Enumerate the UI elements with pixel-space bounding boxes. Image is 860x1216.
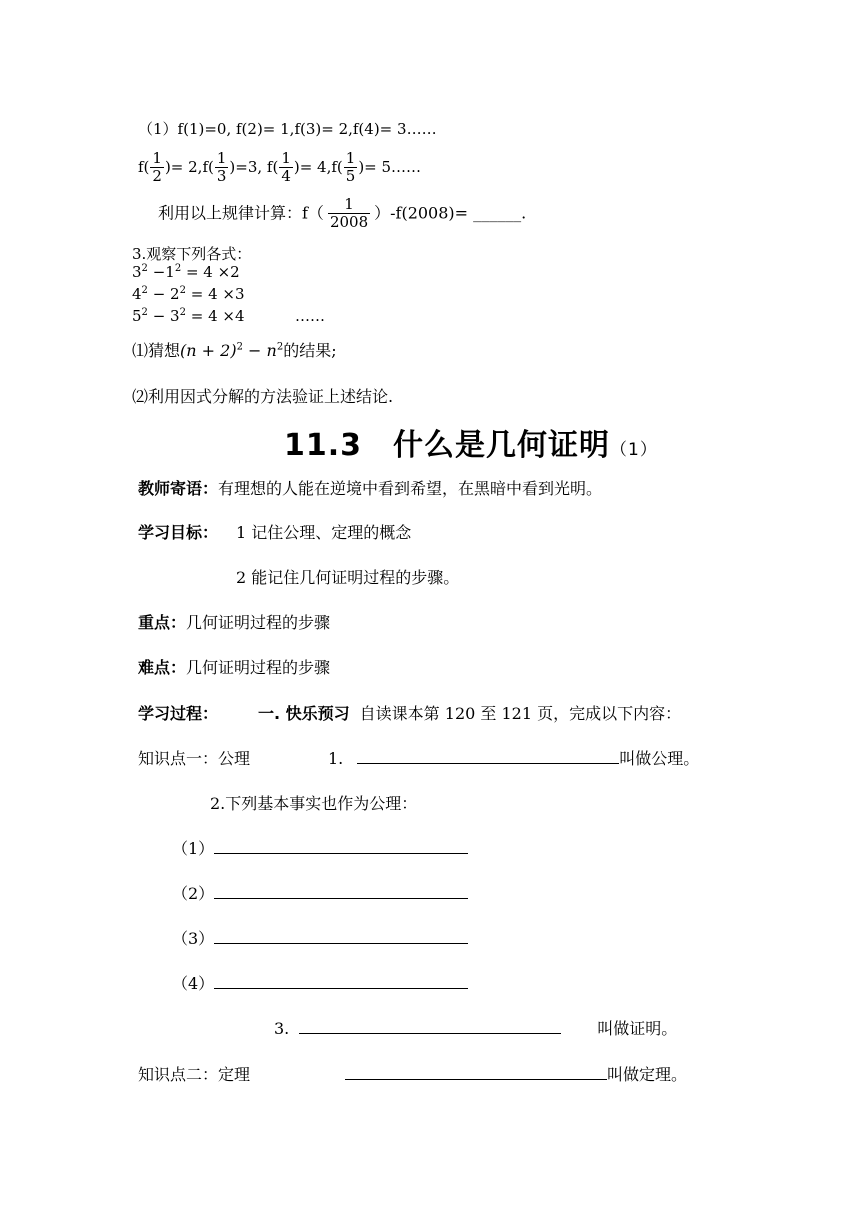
axiom-list-heading: 2.下列基本事实也作为公理： [210,794,418,813]
equation-row: $3^2 -1^2 = 4 \times 2$ [132,263,240,281]
problem-line-1: （1）f(1)=0, f(2)= 1,f(3)= 2,f(4)= 3…… [138,120,437,138]
problem-line-2 [138,150,421,186]
fraction-1-3 [215,150,229,186]
label: 教师寄语： [138,479,219,498]
text: 叫做证明。 [597,1019,678,1038]
title-text: 11.3 什么是几何证明 [284,428,611,463]
item-number: 1. [328,749,344,768]
answer-blank[interactable] [214,882,468,899]
base: 1 [165,263,175,281]
base: 3 [132,263,142,281]
label: 学习过程： [138,704,219,723]
key-point [138,610,330,633]
knowledge-point-2 [138,1062,250,1085]
list-item [172,926,468,949]
text: 有理想的人能在逆境中看到希望，在黑暗中看到光明。 [218,479,603,498]
base: 2 [170,285,180,303]
numerator: 1 [152,149,162,167]
rhs: = 4 ×3 [190,285,245,303]
fraction-1-4 [279,150,293,186]
numerator: 1 [344,195,354,213]
expression: − n [242,341,277,360]
label: 难点： [138,658,187,677]
rhs: = 4 ×2 [185,263,240,281]
expression: (n + 2) [180,341,237,360]
base: 5 [132,307,142,325]
denominator: 2008 [329,213,369,232]
text: 几何证明过程的步骤 [186,613,331,632]
numerator: 1 [216,149,227,167]
base: 3 [170,307,180,325]
text: 叫做公理。 [619,749,700,768]
step-label: 一. 快乐预习 [258,704,350,723]
ellipsis: …… [295,307,325,325]
fraction-1-5 [344,150,358,186]
learning-goals [138,520,411,543]
text-fragment: )=3, f( [229,157,279,176]
problem3-heading: 3.观察下列各式： [132,245,252,263]
label: 重点： [138,613,187,632]
problem-line-3 [158,196,526,232]
item-number: （4） [172,974,215,993]
text-fragment: )= 2,f( [164,157,214,176]
numerator: 1 [281,149,291,167]
text-fragment: 的结果; [283,341,337,360]
axiom-definition [328,746,699,769]
answer-blank[interactable] [299,1017,561,1034]
equation-row: $4^2 - 2^2 = 4 \times 3$ [132,285,245,303]
denominator: 4 [281,167,291,186]
knowledge-point-1 [138,746,250,769]
text-fragment: )= 4,f( [293,157,343,176]
title-suffix: （1） [610,440,658,460]
answer-blank[interactable] [214,837,468,854]
question-2: ⑵利用因式分解的方法验证上述结论. [132,387,394,406]
text-fragment: 利用以上规律计算：f（ [158,203,324,223]
text: 自读课本第 120 至 121 页，完成以下内容： [359,704,682,723]
answer-blank[interactable] [345,1063,607,1080]
proof-definition [274,1016,677,1039]
item-number: 3. [274,1019,290,1038]
item-number: （3） [172,929,215,948]
answer-blank[interactable] [214,972,468,989]
fraction-1-2 [150,150,164,186]
base: 4 [132,285,142,303]
theorem-definition [345,1062,687,1085]
text-fragment: )= 5…… [358,157,422,176]
goal-item: 2 能记住几何证明过程的步骤。 [236,568,460,587]
page-title [284,420,658,464]
text-fragment: f( [138,157,150,176]
label: 知识点一：公理 [138,749,251,768]
list-item [172,881,468,904]
rhs: = 4 ×4 [190,307,245,325]
teacher-message [138,476,602,499]
difficulty-point [138,655,330,678]
question-1: ⑴猜想$(n + 2)^2 - n^2$的结果; [132,341,337,360]
label: 知识点二：定理 [138,1065,251,1084]
fraction-1-2008 [328,196,370,232]
text: 叫做定理。 [607,1065,688,1084]
item-number: （1） [172,839,215,858]
text-fragment: ）-f(2008)= ______. [374,203,527,223]
equation-row: $5^2 - 3^2 = 4 \times 4$ [132,307,245,325]
learning-process [138,701,681,724]
text-fragment: ⑴猜想 [132,341,181,360]
denominator: 2 [152,167,162,186]
denominator: 3 [216,167,227,186]
list-item [172,971,468,994]
answer-blank[interactable] [214,927,468,944]
list-item [172,836,468,859]
numerator: 1 [345,149,356,167]
label: 学习目标： [138,523,219,542]
answer-blank[interactable] [357,747,619,764]
item-number: （2） [172,884,215,903]
denominator: 5 [345,167,356,186]
text: 几何证明过程的步骤 [186,658,331,677]
goal-item: 1 记住公理、定理的概念 [236,523,412,542]
